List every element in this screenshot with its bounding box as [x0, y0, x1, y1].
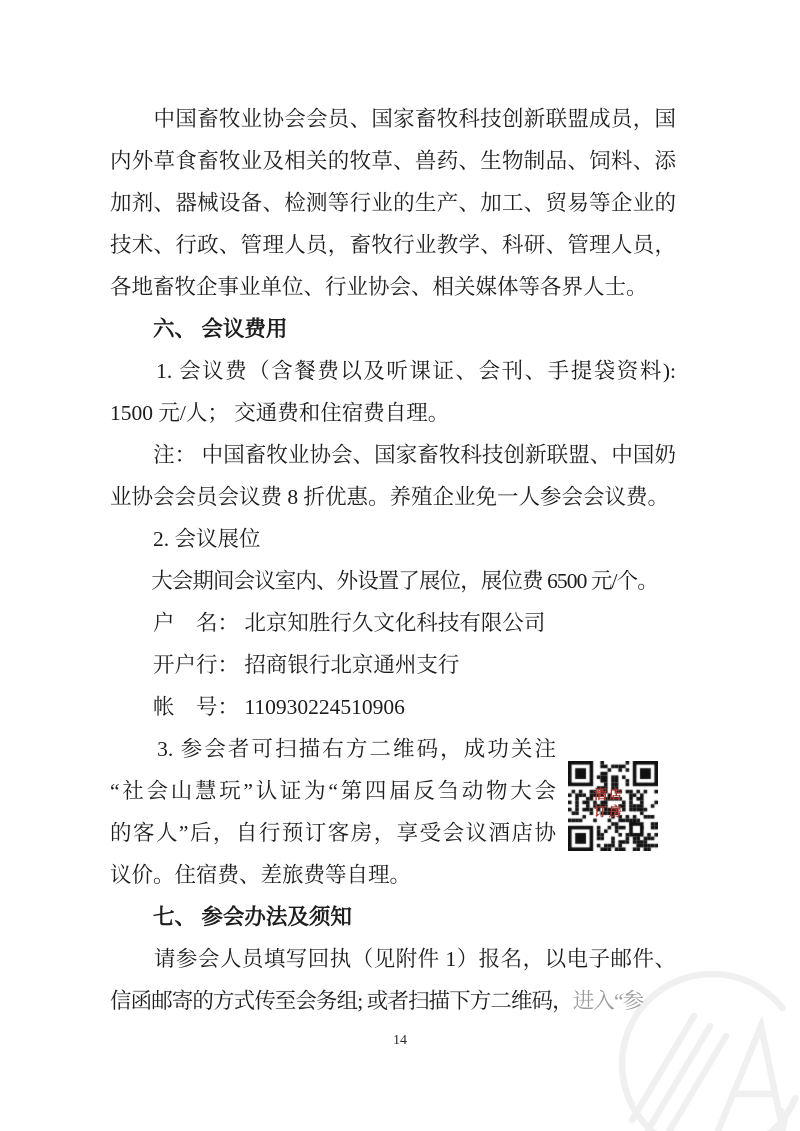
section-heading: 七、 参会办法及须知 — [110, 905, 352, 929]
text-line: 业协会会员会议费 8 折优惠。养殖企业免一人参会会议费。 — [110, 485, 670, 509]
text-line: 议价。住宿费、差旅费等自理。 — [110, 863, 412, 887]
text-line: 1500 元/人； 交通费和住宿费自理。 — [110, 401, 450, 425]
hotel-booking-qr-code — [568, 761, 658, 851]
text-line: 中国畜牧业协会会员、国家畜牧科技创新联盟成员，国 — [110, 107, 676, 131]
text-line: 技术、行政、管理人员，畜牧行业教学、科研、管理人员， — [110, 233, 676, 257]
text-line: 内外草食畜牧业及相关的牧草、兽药、生物制品、饲料、添 — [110, 149, 676, 173]
text-line: 大会期间会议室内、外设置了展位，展位费 6500 元/个。 — [110, 569, 658, 593]
text-line: 请参会人员填写回执（见附件 1）报名，以电子邮件、 — [110, 947, 676, 971]
text-line: 帐 号： 110930224510906 — [110, 695, 405, 719]
text-line: 2. 会议展位 — [110, 527, 261, 551]
document-body — [110, 98, 676, 1022]
text-line: “社会山慧玩”认证为“第四届反刍动物大会 — [110, 779, 556, 803]
text-line: 3. 参会者可扫描右方二维码，成功关注 — [110, 737, 556, 761]
qr-label-line1: 酒店 — [594, 787, 625, 802]
text-line: 各地畜牧企事业单位、行业协会、相关媒体等各界人士。 — [110, 275, 648, 299]
page-number: 14 — [393, 1033, 407, 1048]
text-line: 开户行： 招商银行北京通州支行 — [110, 653, 460, 677]
faded-text-segment: 进入“参 — [572, 989, 644, 1013]
text-line: 注： 中国畜牧业协会、国家畜牧科技创新联盟、中国奶 — [110, 443, 676, 467]
text-segment: 信函邮寄的方式传至会务组; 或者扫描下方二维码， — [110, 989, 573, 1013]
qr-label-line2: 订房 — [594, 804, 625, 819]
text-line: 的客人”后，自行预订客房，享受会议酒店协 — [110, 821, 556, 845]
text-line — [110, 980, 676, 1022]
text-line: 加剂、器械设备、检测等行业的生产、加工、贸易等企业的 — [110, 191, 676, 215]
text-line: 1. 会议费（含餐费以及听课证、会刊、手提袋资料): — [110, 359, 676, 383]
section-heading: 六、 会议费用 — [110, 317, 288, 341]
qr-label — [594, 786, 624, 820]
text-line: 户 名： 北京知胜行久文化科技有限公司 — [110, 611, 546, 635]
